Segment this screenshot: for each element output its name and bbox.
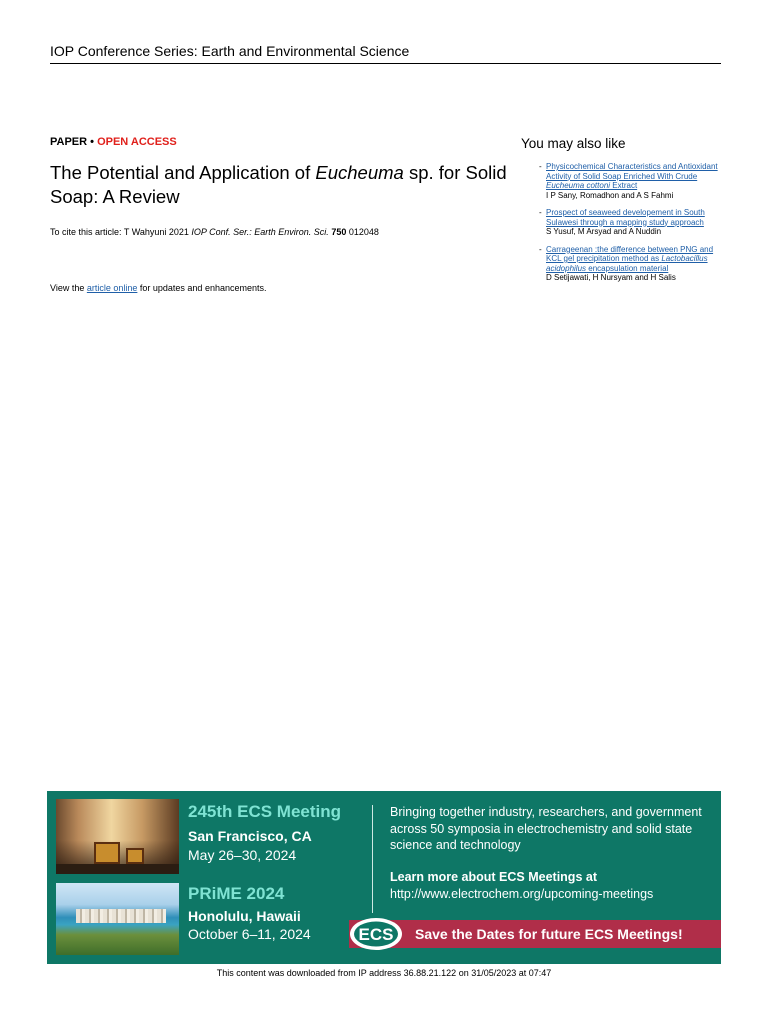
title-part2: sp. for Solid Soap: A Review <box>50 162 507 207</box>
meeting2-title: PRiME 2024 <box>188 884 285 903</box>
related-title-text: Carrageenan :the difference between PNG and KCL gel precipitation method as <box>546 244 714 263</box>
related-authors: I P Sany, Romadhon and A S Fahmi <box>546 190 674 200</box>
banner-divider <box>372 805 373 913</box>
ecs-logo-text: ECS <box>358 925 394 944</box>
skyline-image <box>76 909 166 923</box>
ecs-logo-icon <box>349 917 403 951</box>
open-access-label: OPEN ACCESS <box>97 136 177 148</box>
learn-more-text: Learn more about ECS Meetings at <box>390 870 597 884</box>
bullet-dash: - <box>539 244 542 254</box>
citation <box>50 226 490 238</box>
view-prefix: View the <box>50 283 87 293</box>
banner-blurb: Bringing together industry, researchers, and government across 50 symposia in electrochemistry and solid state science and technology <box>390 805 702 852</box>
honolulu-photo <box>56 883 179 955</box>
paper-badge <box>50 136 177 149</box>
san-francisco-photo <box>56 799 179 874</box>
related-item-link[interactable] <box>546 245 721 274</box>
related-title-text: Extract <box>610 181 638 190</box>
related-item <box>521 208 721 237</box>
bullet-dash: - <box>539 208 542 217</box>
related-item-link[interactable] <box>546 162 721 191</box>
view-suffix: for updates and enhancements. <box>137 283 267 293</box>
street-image <box>56 864 179 874</box>
meeting1-location: San Francisco, CA <box>188 828 312 844</box>
related-title-italic: Eucheuma cottoni <box>546 181 611 190</box>
related-title-italic: Lactobacillus acidophilus <box>546 254 708 273</box>
cable-car-image <box>126 848 144 864</box>
related-authors: S Yusuf, M Arsyad and A Nuddin <box>546 227 662 236</box>
journal-header <box>50 42 721 64</box>
related-heading: You may also like <box>521 136 626 151</box>
related-item <box>521 162 721 200</box>
journal-name: IOP Conference Series: Earth and Environmental Science <box>50 43 410 59</box>
related-articles <box>521 136 721 291</box>
related-title-text: Prospect of seaweed developement in South Sulawesi through a mapping study approach <box>546 208 705 227</box>
title-part1: The Potential and Application of <box>50 162 316 183</box>
cite-volume: 750 <box>331 227 347 237</box>
title-italic: Eucheuma <box>315 162 404 183</box>
view-online <box>50 282 266 294</box>
save-the-dates-bar[interactable] <box>349 920 721 948</box>
cite-prefix: To cite this article: T Wahyuni 2021 <box>50 227 192 237</box>
related-title-text: encapsulation material <box>586 263 669 273</box>
meeting2-date: October 6–11, 2024 <box>188 926 311 942</box>
article-online-link[interactable]: article online <box>86 283 138 293</box>
related-title-text: Physicochemical Characteristics and Antioxidant Activity of Solid Soap Enriched With Crude <box>546 162 718 181</box>
ecs-meeting-banner[interactable] <box>47 791 721 964</box>
save-the-dates-text: Save the Dates for future ECS Meetings! <box>415 926 683 942</box>
cable-car-image <box>94 842 120 864</box>
badge-separator: • <box>87 136 98 148</box>
download-note: This content was downloaded from IP address 36.88.21.122 on 31/05/2023 at 07:47 <box>216 968 552 978</box>
meeting1-date: May 26–30, 2024 <box>188 847 297 863</box>
paper-type: PAPER <box>50 136 88 148</box>
related-authors: D Setijawati, H Nursyam and H Salis <box>546 273 676 282</box>
bullet-dash: - <box>539 162 542 171</box>
related-item-link[interactable] <box>546 208 721 227</box>
meeting2-location: Honolulu, Hawaii <box>188 908 301 924</box>
meetings-url[interactable]: http://www.electrochem.org/upcoming-meetings <box>390 887 654 901</box>
related-item <box>521 245 721 283</box>
article-title <box>50 161 520 209</box>
meeting1-title: 245th ECS Meeting <box>188 802 342 821</box>
cite-number: 012048 <box>346 227 379 237</box>
cite-journal: IOP Conf. Ser.: Earth Environ. Sci. <box>191 227 329 237</box>
